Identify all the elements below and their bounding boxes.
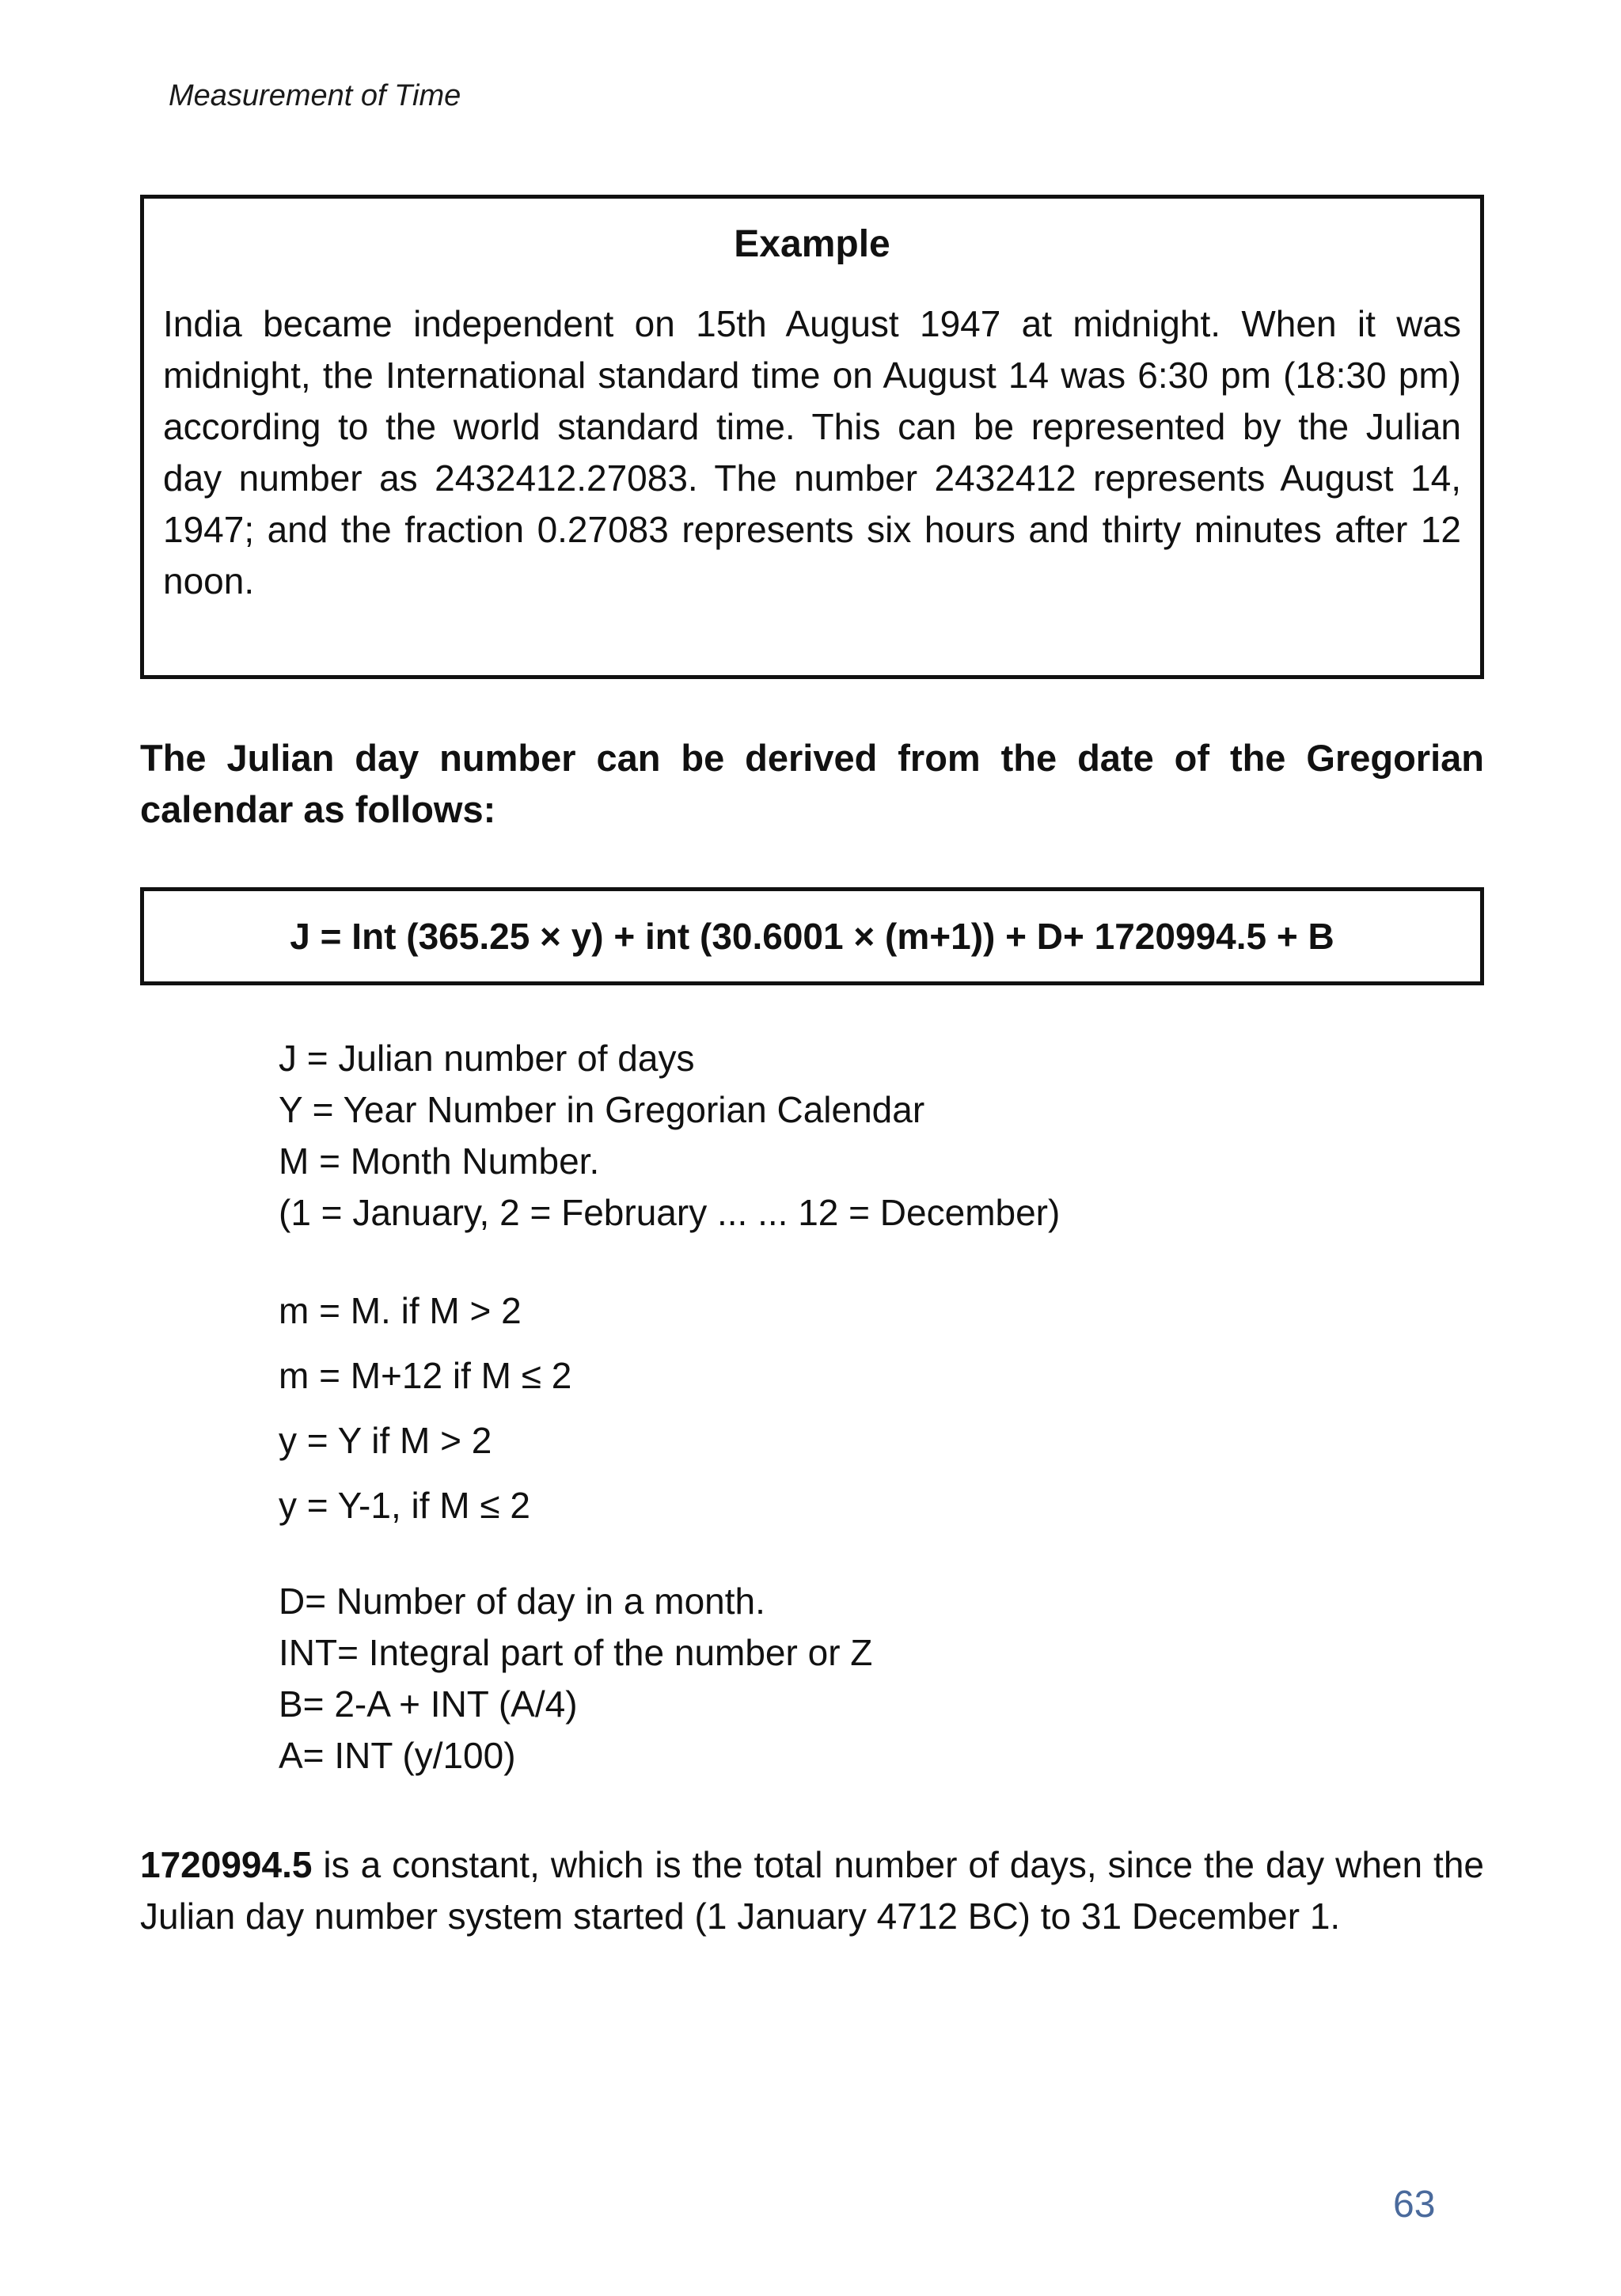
formula-box: [140, 887, 1484, 985]
running-header: Measurement of Time: [169, 79, 461, 112]
definition-line: Y = Year Number in Gregorian Calendar: [279, 1089, 925, 1130]
definition-line: INT= Integral part of the number or Z: [279, 1632, 873, 1673]
definition-line: M = Month Number.: [279, 1140, 600, 1182]
definition-line: J = Julian number of days: [279, 1038, 695, 1079]
definition-line: (1 = January, 2 = February ... ... 12 = December): [279, 1192, 1061, 1233]
condition-line: y = Y if M > 2: [279, 1420, 492, 1461]
julian-formula: J = Int (365.25 × y) + int (30.6001 × (m+1)) + D+ 1720994.5 + B: [290, 916, 1334, 957]
definition-line: D= Number of day in a month.: [279, 1581, 765, 1622]
example-title: Example: [734, 223, 890, 265]
constant-value: 1720994.5: [140, 1844, 313, 1885]
constant-description: is a constant, which is the total number of days, since the day when the Julian day number system started (1 January 4712 BC) to 31 December 1.: [140, 1844, 1484, 1937]
definitions-list: [279, 1033, 1387, 1782]
definition-line: A= INT (y/100): [279, 1735, 516, 1776]
condition-line: y = Y-1, if M ≤ 2: [279, 1485, 531, 1526]
condition-line: m = M+12 if M ≤ 2: [279, 1355, 572, 1396]
definition-line: B= 2-A + INT (A/4): [279, 1683, 578, 1725]
condition-line: m = M. if M > 2: [279, 1290, 522, 1331]
example-body: India became independent on 15th August 1947 at midnight. When it was midnight, the International standard time on August 14 was 6:30 pm (18:30 pm) according to the world standard time. This can be represented by the Julian day number as 2432412.27083. The number 2432412 represents August 14, 1947; and the fraction 0.27083 represents six hours and thirty minutes after 12 noon.: [163, 303, 1461, 602]
constant-note: [140, 1839, 1484, 1942]
example-box: [140, 195, 1484, 679]
page-number: 63: [1393, 2184, 1436, 2226]
intro-paragraph: The Julian day number can be derived from the date of the Gregorian calendar as follows:: [140, 737, 1484, 830]
